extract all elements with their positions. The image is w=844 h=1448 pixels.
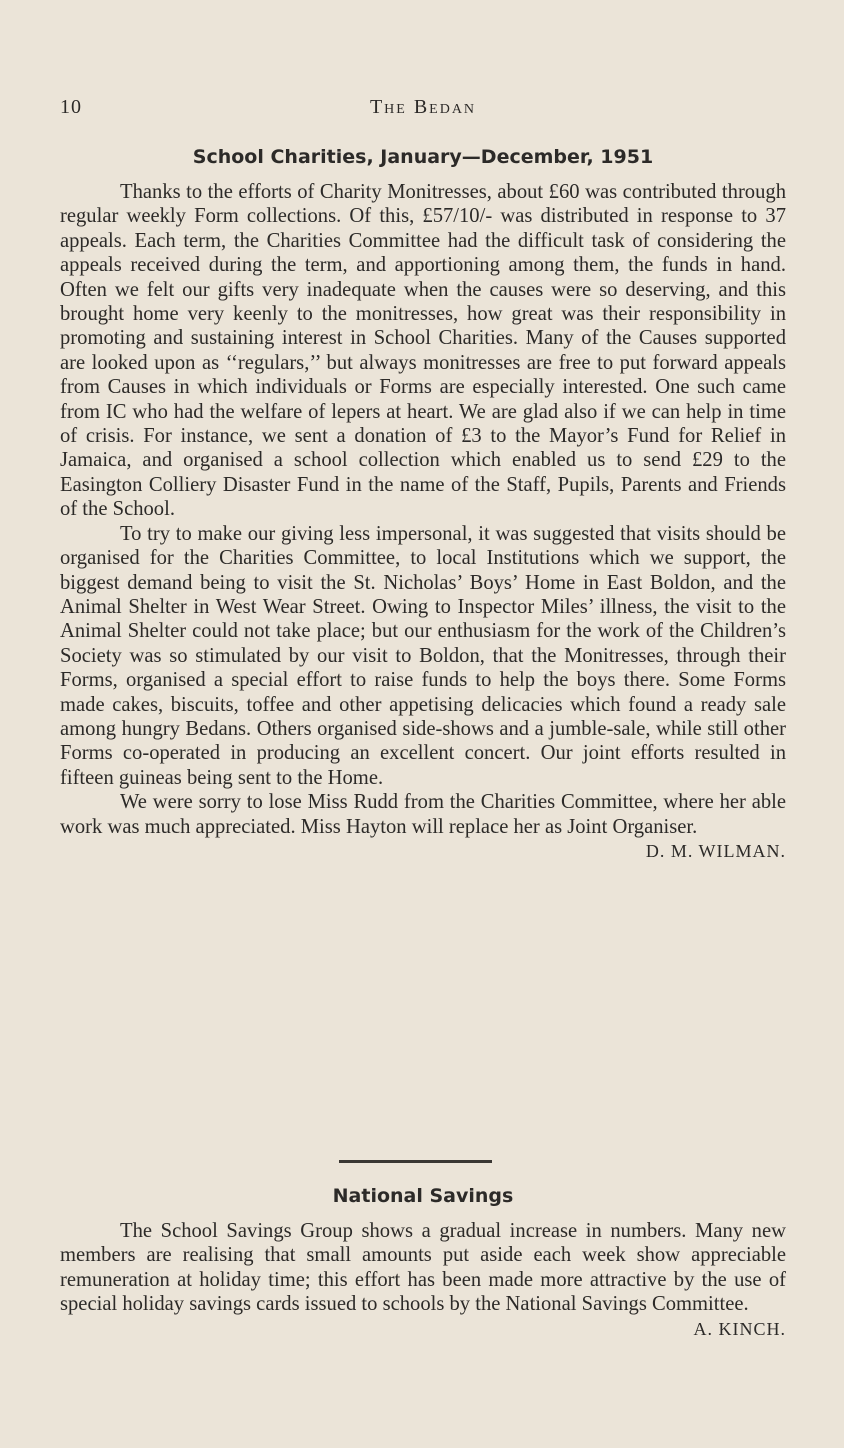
section-divider bbox=[339, 1160, 492, 1163]
paragraph-text: We were sorry to lose Miss Rudd from the Charities Committee, where her able work was much appreciated. Miss Hayton will replace her as Joint Organiser. bbox=[60, 791, 786, 838]
paragraph: To try to make our giving less impersonal, it was suggested that visits should be organised for the Charities Committee, to local Institutions which we support, the biggest demand being to visit the St. Nicholas’ Boys’ Home in East Boldon, and the Animal Shelter in West Wear Street. Owing to Inspector Miles’ illness, the visit to the Animal Shelter could not take place; but our enthusiasm for the work of the Children’s Society was so stimulated by our visit to Boldon, that the Monitresses, through their Forms, organised a special effort to raise funds to help the boys there. Some Forms made cakes, biscuits, toffee and other appetising delicacies which found a ready sale among hungry Bedans. Others organised side-shows and a jumble-sale, while still other Forms co-operated in producing an excellent concert. Our joint efforts resulted in fifteen guineas being sent to the Home. bbox=[60, 522, 786, 789]
article-body-school-charities bbox=[60, 180, 786, 863]
journal-title: The Bedan bbox=[369, 96, 477, 118]
paragraph bbox=[60, 790, 786, 861]
paragraph bbox=[60, 1219, 786, 1339]
article-body-national-savings bbox=[60, 1219, 786, 1341]
author-byline: A. KINCH. bbox=[693, 1318, 786, 1339]
article-title-national-savings: National Savings bbox=[332, 1185, 514, 1207]
running-head bbox=[60, 96, 786, 124]
page-number: 10 bbox=[60, 96, 82, 118]
paragraph: Thanks to the efforts of Charity Monitresses, about £60 was contributed through regular weekly Form collections. Of this, £57/10/- was distributed in response to 37 appeals. Each term, the Charities Committee had the difficult task of considering the appeals received during the term, and apportioning among them, the funds in hand. Often we felt our gifts very inadequate when the causes were so deserving, and this brought home very keenly to the monitresses, how great was their responsibility in promoting and sustaining interest in School Charities. Many of the Causes supported are looked upon as ‘‘regulars,’’ but always monitresses are free to put forward appeals from Causes in which individuals or Forms are especially interested. One such came from IC who had the welfare of lepers at heart. We are glad also if we can help in time of crisis. For instance, we sent a donation of £3 to the Mayor’s Fund for Relief in Jamaica, and organised a school collection which enabled us to send £29 to the Easington Colliery Disaster Fund in the name of the Staff, Pupils, Parents and Friends of the School. bbox=[60, 181, 786, 521]
paragraph-text: The School Savings Group shows a gradual increase in numbers. Many new members are realising that small amounts put aside each week show appreciable remuneration at holiday time; this effort has been made more attractive by the use of special holiday savings cards issued to schools by the National Savings Committee. bbox=[60, 1220, 786, 1316]
author-byline: D. M. WILMAN. bbox=[645, 840, 786, 861]
article-title-school-charities: School Charities, January—December, 1951 bbox=[192, 146, 654, 168]
